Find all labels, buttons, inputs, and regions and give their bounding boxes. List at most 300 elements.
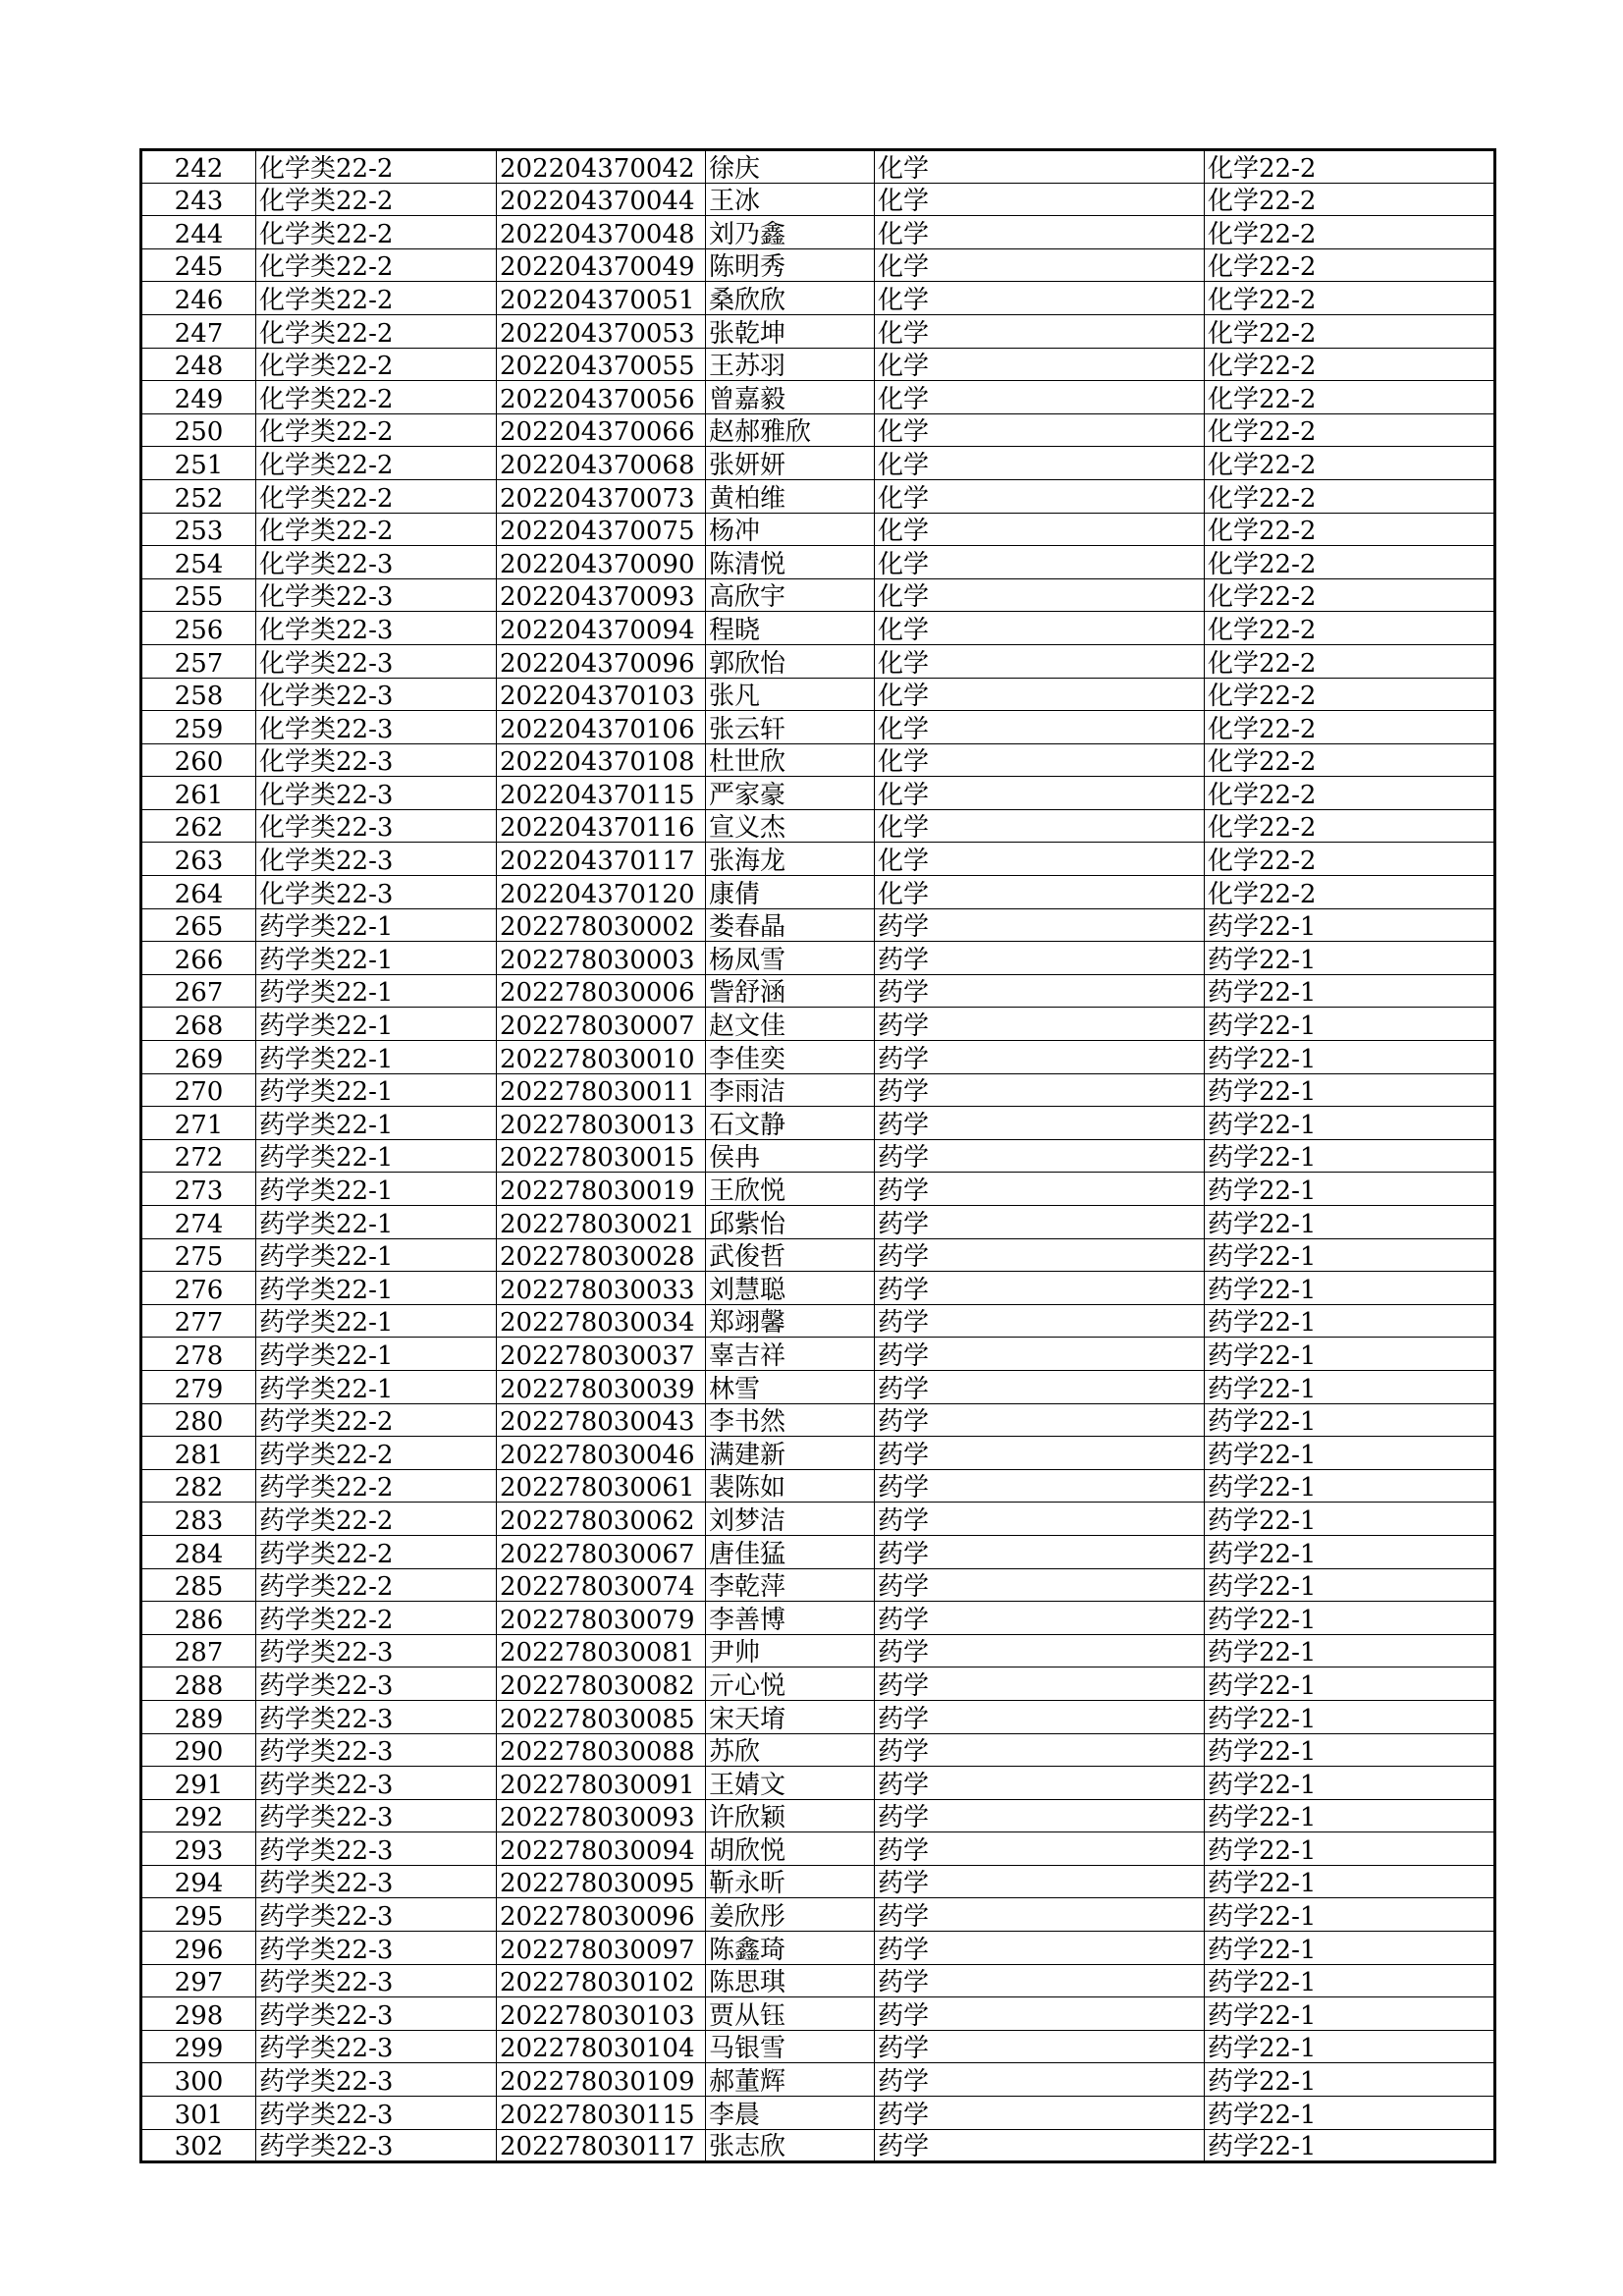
major-cell: 化学 bbox=[875, 248, 1205, 282]
table-row bbox=[141, 908, 1495, 942]
major-cell: 药学 bbox=[875, 1008, 1205, 1041]
row-number-cell: 256 bbox=[141, 612, 256, 645]
major-cell: 药学 bbox=[875, 1865, 1205, 1898]
row-number-cell: 286 bbox=[141, 1602, 256, 1635]
student-id-cell: 202278030046 bbox=[497, 1437, 706, 1470]
row-number-cell: 290 bbox=[141, 1733, 256, 1767]
student-id-cell: 202278030082 bbox=[497, 1667, 706, 1701]
assigned-class-cell: 化学22-2 bbox=[1205, 381, 1495, 414]
row-number-cell: 247 bbox=[141, 314, 256, 348]
row-number-cell: 262 bbox=[141, 809, 256, 843]
row-number-cell: 255 bbox=[141, 578, 256, 612]
row-number-cell: 272 bbox=[141, 1139, 256, 1173]
table-row bbox=[141, 1041, 1495, 1074]
assigned-class-cell: 药学22-1 bbox=[1205, 1469, 1495, 1503]
assigned-class-cell: 化学22-2 bbox=[1205, 644, 1495, 678]
assigned-class-cell: 药学22-1 bbox=[1205, 908, 1495, 942]
table-row bbox=[141, 1602, 1495, 1635]
student-id-cell: 202278030006 bbox=[497, 974, 706, 1008]
assigned-class-cell: 化学22-2 bbox=[1205, 678, 1495, 711]
row-number-cell: 279 bbox=[141, 1370, 256, 1403]
name-cell: 王苏羽 bbox=[706, 348, 875, 381]
name-cell: 尹帅 bbox=[706, 1634, 875, 1667]
name-cell: 姜欣彤 bbox=[706, 1898, 875, 1932]
name-cell: 郝董辉 bbox=[706, 2063, 875, 2097]
table-row bbox=[141, 1964, 1495, 1997]
table-row bbox=[141, 348, 1495, 381]
assigned-class-cell: 药学22-1 bbox=[1205, 1964, 1495, 1997]
major-cell: 药学 bbox=[875, 1403, 1205, 1437]
major-cell: 化学 bbox=[875, 413, 1205, 447]
class-cell: 药学类22-3 bbox=[256, 1997, 497, 2031]
name-cell: 桑欣欣 bbox=[706, 282, 875, 315]
assigned-class-cell: 药学22-1 bbox=[1205, 1370, 1495, 1403]
name-cell: 李雨洁 bbox=[706, 1073, 875, 1107]
table-row bbox=[141, 1304, 1495, 1338]
class-cell: 化学类22-2 bbox=[256, 282, 497, 315]
student-id-cell: 202278030079 bbox=[497, 1602, 706, 1635]
table-row bbox=[141, 1238, 1495, 1272]
major-cell: 化学 bbox=[875, 546, 1205, 579]
student-id-cell: 202278030102 bbox=[497, 1964, 706, 1997]
row-number-cell: 275 bbox=[141, 1238, 256, 1272]
class-cell: 药学类22-3 bbox=[256, 2063, 497, 2097]
assigned-class-cell: 药学22-1 bbox=[1205, 2030, 1495, 2063]
major-cell: 药学 bbox=[875, 1238, 1205, 1272]
student-id-cell: 202204370073 bbox=[497, 479, 706, 513]
class-cell: 化学类22-3 bbox=[256, 843, 497, 876]
row-number-cell: 292 bbox=[141, 1799, 256, 1832]
table-row bbox=[141, 1667, 1495, 1701]
class-cell: 药学类22-3 bbox=[256, 1733, 497, 1767]
student-id-cell: 202278030109 bbox=[497, 2063, 706, 2097]
major-cell: 药学 bbox=[875, 1206, 1205, 1239]
student-id-cell: 202204370055 bbox=[497, 348, 706, 381]
major-cell: 药学 bbox=[875, 1338, 1205, 1371]
assigned-class-cell: 药学22-1 bbox=[1205, 1535, 1495, 1568]
major-cell: 药学 bbox=[875, 1667, 1205, 1701]
assigned-class-cell: 化学22-2 bbox=[1205, 413, 1495, 447]
major-cell: 化学 bbox=[875, 843, 1205, 876]
table-row bbox=[141, 1469, 1495, 1503]
name-cell: 康倩 bbox=[706, 876, 875, 909]
student-id-cell: 202278030015 bbox=[497, 1139, 706, 1173]
row-number-cell: 258 bbox=[141, 678, 256, 711]
class-cell: 药学类22-1 bbox=[256, 1304, 497, 1338]
row-number-cell: 245 bbox=[141, 248, 256, 282]
class-cell: 药学类22-1 bbox=[256, 1338, 497, 1371]
name-cell: 訾舒涵 bbox=[706, 974, 875, 1008]
class-cell: 化学类22-2 bbox=[256, 183, 497, 216]
major-cell: 化学 bbox=[875, 381, 1205, 414]
major-cell: 药学 bbox=[875, 2129, 1205, 2162]
class-cell: 药学类22-2 bbox=[256, 1403, 497, 1437]
major-cell: 药学 bbox=[875, 1634, 1205, 1667]
row-number-cell: 291 bbox=[141, 1767, 256, 1800]
assigned-class-cell: 化学22-2 bbox=[1205, 150, 1495, 184]
table-row bbox=[141, 1832, 1495, 1866]
table-row bbox=[141, 578, 1495, 612]
table-row bbox=[141, 248, 1495, 282]
major-cell: 药学 bbox=[875, 1304, 1205, 1338]
row-number-cell: 284 bbox=[141, 1535, 256, 1568]
assigned-class-cell: 药学22-1 bbox=[1205, 974, 1495, 1008]
assigned-class-cell: 药学22-1 bbox=[1205, 1272, 1495, 1305]
row-number-cell: 296 bbox=[141, 1932, 256, 1965]
table-row bbox=[141, 1173, 1495, 1206]
student-id-cell: 202278030094 bbox=[497, 1832, 706, 1866]
row-number-cell: 251 bbox=[141, 447, 256, 480]
class-cell: 化学类22-3 bbox=[256, 743, 497, 777]
student-id-cell: 202278030117 bbox=[497, 2129, 706, 2162]
major-cell: 药学 bbox=[875, 1767, 1205, 1800]
table-row bbox=[141, 1700, 1495, 1733]
table-row bbox=[141, 1799, 1495, 1832]
major-cell: 药学 bbox=[875, 1041, 1205, 1074]
class-cell: 化学类22-3 bbox=[256, 644, 497, 678]
student-id-cell: 202278030115 bbox=[497, 2097, 706, 2130]
major-cell: 药学 bbox=[875, 1832, 1205, 1866]
name-cell: 娄春晶 bbox=[706, 908, 875, 942]
class-cell: 化学类22-2 bbox=[256, 314, 497, 348]
student-id-cell: 202278030091 bbox=[497, 1767, 706, 1800]
class-cell: 化学类22-3 bbox=[256, 578, 497, 612]
name-cell: 石文静 bbox=[706, 1107, 875, 1140]
name-cell: 严家豪 bbox=[706, 777, 875, 810]
name-cell: 唐佳猛 bbox=[706, 1535, 875, 1568]
name-cell: 侯冉 bbox=[706, 1139, 875, 1173]
major-cell: 化学 bbox=[875, 612, 1205, 645]
table-row bbox=[141, 216, 1495, 249]
student-id-cell: 202278030104 bbox=[497, 2030, 706, 2063]
class-cell: 药学类22-2 bbox=[256, 1469, 497, 1503]
class-cell: 化学类22-3 bbox=[256, 876, 497, 909]
student-id-cell: 202278030081 bbox=[497, 1634, 706, 1667]
major-cell: 药学 bbox=[875, 908, 1205, 942]
row-number-cell: 294 bbox=[141, 1865, 256, 1898]
student-id-cell: 202278030096 bbox=[497, 1898, 706, 1932]
assigned-class-cell: 药学22-1 bbox=[1205, 1667, 1495, 1701]
table-row bbox=[141, 809, 1495, 843]
table-row bbox=[141, 1008, 1495, 1041]
table-body bbox=[141, 150, 1495, 2162]
assigned-class-cell: 药学22-1 bbox=[1205, 1997, 1495, 2031]
name-cell: 辜吉祥 bbox=[706, 1338, 875, 1371]
row-number-cell: 295 bbox=[141, 1898, 256, 1932]
assigned-class-cell: 化学22-2 bbox=[1205, 743, 1495, 777]
name-cell: 郭欣怡 bbox=[706, 644, 875, 678]
row-number-cell: 246 bbox=[141, 282, 256, 315]
assigned-class-cell: 化学22-2 bbox=[1205, 546, 1495, 579]
row-number-cell: 267 bbox=[141, 974, 256, 1008]
student-id-cell: 202204370093 bbox=[497, 578, 706, 612]
major-cell: 药学 bbox=[875, 1272, 1205, 1305]
table-row bbox=[141, 282, 1495, 315]
table-row bbox=[141, 2129, 1495, 2162]
table-row bbox=[141, 876, 1495, 909]
class-cell: 药学类22-1 bbox=[256, 1041, 497, 1074]
major-cell: 药学 bbox=[875, 2030, 1205, 2063]
assigned-class-cell: 化学22-2 bbox=[1205, 216, 1495, 249]
name-cell: 张海龙 bbox=[706, 843, 875, 876]
name-cell: 许欣颖 bbox=[706, 1799, 875, 1832]
assigned-class-cell: 药学22-1 bbox=[1205, 1767, 1495, 1800]
name-cell: 亓心悦 bbox=[706, 1667, 875, 1701]
class-cell: 药学类22-1 bbox=[256, 1370, 497, 1403]
name-cell: 杜世欣 bbox=[706, 743, 875, 777]
row-number-cell: 264 bbox=[141, 876, 256, 909]
major-cell: 药学 bbox=[875, 1370, 1205, 1403]
name-cell: 李善博 bbox=[706, 1602, 875, 1635]
assigned-class-cell: 化学22-2 bbox=[1205, 447, 1495, 480]
student-id-cell: 202204370044 bbox=[497, 183, 706, 216]
assigned-class-cell: 药学22-1 bbox=[1205, 1733, 1495, 1767]
assigned-class-cell: 化学22-2 bbox=[1205, 711, 1495, 744]
major-cell: 化学 bbox=[875, 348, 1205, 381]
row-number-cell: 250 bbox=[141, 413, 256, 447]
assigned-class-cell: 药学22-1 bbox=[1205, 1634, 1495, 1667]
assigned-class-cell: 药学22-1 bbox=[1205, 1932, 1495, 1965]
table-row bbox=[141, 1932, 1495, 1965]
class-cell: 化学类22-2 bbox=[256, 479, 497, 513]
row-number-cell: 278 bbox=[141, 1338, 256, 1371]
major-cell: 化学 bbox=[875, 578, 1205, 612]
table-row bbox=[141, 1107, 1495, 1140]
major-cell: 化学 bbox=[875, 513, 1205, 546]
row-number-cell: 298 bbox=[141, 1997, 256, 2031]
table-row bbox=[141, 546, 1495, 579]
class-cell: 化学类22-3 bbox=[256, 678, 497, 711]
table-row bbox=[141, 1767, 1495, 1800]
name-cell: 李乾萍 bbox=[706, 1568, 875, 1602]
class-cell: 药学类22-3 bbox=[256, 1667, 497, 1701]
table-row bbox=[141, 447, 1495, 480]
student-id-cell: 202204370049 bbox=[497, 248, 706, 282]
row-number-cell: 277 bbox=[141, 1304, 256, 1338]
name-cell: 赵文佳 bbox=[706, 1008, 875, 1041]
major-cell: 药学 bbox=[875, 2063, 1205, 2097]
major-cell: 药学 bbox=[875, 1469, 1205, 1503]
row-number-cell: 248 bbox=[141, 348, 256, 381]
class-cell: 药学类22-3 bbox=[256, 2097, 497, 2130]
student-id-cell: 202278030061 bbox=[497, 1469, 706, 1503]
table-row bbox=[141, 1206, 1495, 1239]
table-row bbox=[141, 2030, 1495, 2063]
row-number-cell: 269 bbox=[141, 1041, 256, 1074]
row-number-cell: 276 bbox=[141, 1272, 256, 1305]
table-row bbox=[141, 1568, 1495, 1602]
name-cell: 李佳奕 bbox=[706, 1041, 875, 1074]
class-cell: 化学类22-2 bbox=[256, 513, 497, 546]
major-cell: 化学 bbox=[875, 479, 1205, 513]
class-cell: 药学类22-3 bbox=[256, 1964, 497, 1997]
table-row bbox=[141, 314, 1495, 348]
assigned-class-cell: 药学22-1 bbox=[1205, 1073, 1495, 1107]
assigned-class-cell: 药学22-1 bbox=[1205, 1503, 1495, 1536]
student-id-cell: 202278030103 bbox=[497, 1997, 706, 2031]
name-cell: 陈鑫琦 bbox=[706, 1932, 875, 1965]
major-cell: 药学 bbox=[875, 1073, 1205, 1107]
major-cell: 化学 bbox=[875, 216, 1205, 249]
table-row bbox=[141, 1338, 1495, 1371]
table-row bbox=[141, 1898, 1495, 1932]
name-cell: 杨冲 bbox=[706, 513, 875, 546]
student-id-cell: 202204370096 bbox=[497, 644, 706, 678]
assigned-class-cell: 药学22-1 bbox=[1205, 1799, 1495, 1832]
student-id-cell: 202204370117 bbox=[497, 843, 706, 876]
name-cell: 杨凤雪 bbox=[706, 942, 875, 975]
class-cell: 药学类22-1 bbox=[256, 908, 497, 942]
assigned-class-cell: 药学22-1 bbox=[1205, 1139, 1495, 1173]
row-number-cell: 259 bbox=[141, 711, 256, 744]
class-cell: 化学类22-2 bbox=[256, 348, 497, 381]
name-cell: 宋天堉 bbox=[706, 1700, 875, 1733]
class-cell: 药学类22-1 bbox=[256, 1272, 497, 1305]
name-cell: 王婧文 bbox=[706, 1767, 875, 1800]
assigned-class-cell: 药学22-1 bbox=[1205, 1403, 1495, 1437]
table-row bbox=[141, 1139, 1495, 1173]
assigned-class-cell: 药学22-1 bbox=[1205, 1008, 1495, 1041]
class-cell: 药学类22-2 bbox=[256, 1568, 497, 1602]
assigned-class-cell: 药学22-1 bbox=[1205, 1238, 1495, 1272]
name-cell: 刘慧聪 bbox=[706, 1272, 875, 1305]
major-cell: 药学 bbox=[875, 1964, 1205, 1997]
class-cell: 药学类22-3 bbox=[256, 2030, 497, 2063]
class-cell: 药学类22-2 bbox=[256, 1503, 497, 1536]
table-row bbox=[141, 1437, 1495, 1470]
student-id-cell: 202278030002 bbox=[497, 908, 706, 942]
table-row bbox=[141, 413, 1495, 447]
table-row bbox=[141, 1073, 1495, 1107]
student-id-cell: 202278030097 bbox=[497, 1932, 706, 1965]
row-number-cell: 243 bbox=[141, 183, 256, 216]
major-cell: 化学 bbox=[875, 876, 1205, 909]
name-cell: 裴陈如 bbox=[706, 1469, 875, 1503]
major-cell: 药学 bbox=[875, 1568, 1205, 1602]
assigned-class-cell: 化学22-2 bbox=[1205, 843, 1495, 876]
row-number-cell: 274 bbox=[141, 1206, 256, 1239]
major-cell: 化学 bbox=[875, 743, 1205, 777]
class-cell: 药学类22-1 bbox=[256, 1008, 497, 1041]
major-cell: 化学 bbox=[875, 183, 1205, 216]
row-number-cell: 289 bbox=[141, 1700, 256, 1733]
table-row bbox=[141, 1370, 1495, 1403]
name-cell: 林雪 bbox=[706, 1370, 875, 1403]
assigned-class-cell: 化学22-2 bbox=[1205, 876, 1495, 909]
table-row bbox=[141, 479, 1495, 513]
student-id-cell: 202204370042 bbox=[497, 150, 706, 184]
class-cell: 药学类22-3 bbox=[256, 1799, 497, 1832]
assigned-class-cell: 药学22-1 bbox=[1205, 1206, 1495, 1239]
row-number-cell: 270 bbox=[141, 1073, 256, 1107]
class-cell: 药学类22-1 bbox=[256, 942, 497, 975]
major-cell: 药学 bbox=[875, 942, 1205, 975]
table-row bbox=[141, 843, 1495, 876]
assigned-class-cell: 化学22-2 bbox=[1205, 777, 1495, 810]
student-id-cell: 202278030067 bbox=[497, 1535, 706, 1568]
assigned-class-cell: 化学22-2 bbox=[1205, 513, 1495, 546]
major-cell: 药学 bbox=[875, 2097, 1205, 2130]
class-cell: 药学类22-1 bbox=[256, 1238, 497, 1272]
assigned-class-cell: 药学22-1 bbox=[1205, 1338, 1495, 1371]
student-id-cell: 202204370066 bbox=[497, 413, 706, 447]
name-cell: 陈思琪 bbox=[706, 1964, 875, 1997]
assigned-class-cell: 药学22-1 bbox=[1205, 2129, 1495, 2162]
student-id-cell: 202204370068 bbox=[497, 447, 706, 480]
student-id-cell: 202204370106 bbox=[497, 711, 706, 744]
class-cell: 化学类22-3 bbox=[256, 612, 497, 645]
row-number-cell: 282 bbox=[141, 1469, 256, 1503]
major-cell: 化学 bbox=[875, 809, 1205, 843]
major-cell: 化学 bbox=[875, 150, 1205, 184]
assigned-class-cell: 化学22-2 bbox=[1205, 809, 1495, 843]
class-cell: 药学类22-2 bbox=[256, 1437, 497, 1470]
student-id-cell: 202278030039 bbox=[497, 1370, 706, 1403]
row-number-cell: 293 bbox=[141, 1832, 256, 1866]
name-cell: 王冰 bbox=[706, 183, 875, 216]
name-cell: 胡欣悦 bbox=[706, 1832, 875, 1866]
student-id-cell: 202278030033 bbox=[497, 1272, 706, 1305]
table-row bbox=[141, 1403, 1495, 1437]
student-id-cell: 202278030013 bbox=[497, 1107, 706, 1140]
student-id-cell: 202204370048 bbox=[497, 216, 706, 249]
name-cell: 李书然 bbox=[706, 1403, 875, 1437]
name-cell: 张云轩 bbox=[706, 711, 875, 744]
major-cell: 化学 bbox=[875, 678, 1205, 711]
row-number-cell: 273 bbox=[141, 1173, 256, 1206]
row-number-cell: 281 bbox=[141, 1437, 256, 1470]
student-id-cell: 202278030062 bbox=[497, 1503, 706, 1536]
name-cell: 贾从钰 bbox=[706, 1997, 875, 2031]
assigned-class-cell: 药学22-1 bbox=[1205, 1865, 1495, 1898]
name-cell: 张乾坤 bbox=[706, 314, 875, 348]
class-cell: 化学类22-2 bbox=[256, 447, 497, 480]
table-row bbox=[141, 644, 1495, 678]
name-cell: 赵郝雅欣 bbox=[706, 413, 875, 447]
major-cell: 药学 bbox=[875, 1700, 1205, 1733]
assigned-class-cell: 化学22-2 bbox=[1205, 248, 1495, 282]
table-row bbox=[141, 678, 1495, 711]
row-number-cell: 301 bbox=[141, 2097, 256, 2130]
student-list-table bbox=[139, 148, 1496, 2163]
name-cell: 高欣宇 bbox=[706, 578, 875, 612]
major-cell: 药学 bbox=[875, 1898, 1205, 1932]
class-cell: 化学类22-3 bbox=[256, 809, 497, 843]
student-id-cell: 202278030021 bbox=[497, 1206, 706, 1239]
table-row bbox=[141, 2063, 1495, 2097]
table-row bbox=[141, 1503, 1495, 1536]
assigned-class-cell: 化学22-2 bbox=[1205, 314, 1495, 348]
student-id-cell: 202278030010 bbox=[497, 1041, 706, 1074]
row-number-cell: 287 bbox=[141, 1634, 256, 1667]
major-cell: 药学 bbox=[875, 1139, 1205, 1173]
assigned-class-cell: 化学22-2 bbox=[1205, 348, 1495, 381]
row-number-cell: 300 bbox=[141, 2063, 256, 2097]
table-row bbox=[141, 1997, 1495, 2031]
name-cell: 张志欣 bbox=[706, 2129, 875, 2162]
major-cell: 化学 bbox=[875, 644, 1205, 678]
table-row bbox=[141, 513, 1495, 546]
student-id-cell: 202278030011 bbox=[497, 1073, 706, 1107]
table-row bbox=[141, 1272, 1495, 1305]
table-row bbox=[141, 974, 1495, 1008]
major-cell: 化学 bbox=[875, 282, 1205, 315]
name-cell: 张妍妍 bbox=[706, 447, 875, 480]
class-cell: 药学类22-3 bbox=[256, 1832, 497, 1866]
class-cell: 化学类22-3 bbox=[256, 711, 497, 744]
assigned-class-cell: 药学22-1 bbox=[1205, 1898, 1495, 1932]
major-cell: 药学 bbox=[875, 1107, 1205, 1140]
